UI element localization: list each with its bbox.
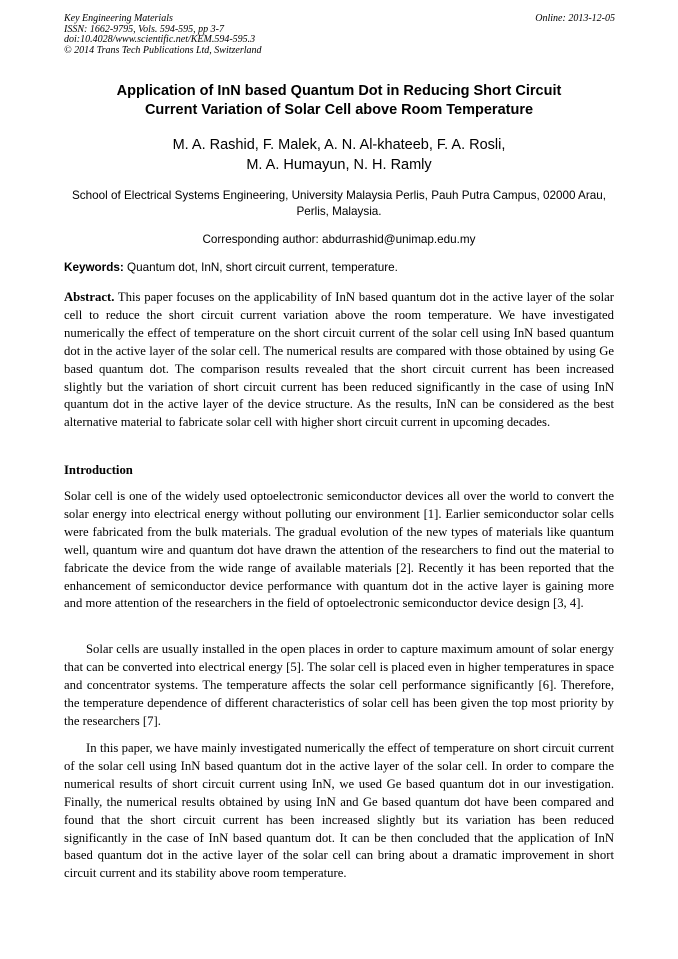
affiliation: School of Electrical Systems Engineering, University Malaysia Perlis, Pauh Putra Campus, 02000 Arau, Perlis, Malaysia. bbox=[72, 189, 606, 219]
doi-line: doi:10.4028/www.scientific.net/KEM.594-595.3 bbox=[64, 34, 256, 46]
author-list bbox=[64, 135, 614, 175]
corresponding-author: Corresponding author: abdurrashid@unimap.edu.my bbox=[202, 233, 476, 246]
intro-paragraph-3: In this paper, we have mainly investigated numerically the effect of temperature on short circuit current of the solar cell using InN based quantum dot in the active layer of the solar cell. In order to compare the numerical results of short circuit current using InN, we used Ge based quantum dot in our investigation. Finally, the numerical results obtained by using InN and Ge based quantum dot have been compared and found that the short circuit current has been increased slightly but its variation has been reduced significantly in the case of InN based quantum dot. It can be then concluded that the application of InN based quantum dot in the active layer of the solar cell can bring about a dramatic improvement in short circuit current and its stability above room temperature. bbox=[64, 741, 614, 881]
journal-header bbox=[64, 14, 262, 56]
intro-paragraph-1: Solar cell is one of the widely used optoelectronic semiconductor devices all over the world to convert the solar energy into electrical energy without polluting our environment [1]. Earlier semiconductor solar cells were fabricated from the bulk materials. The gradual evolution of the new types of materials like quantum well, quantum wire and quantum dot have drawn the attention of the researchers to find out the material to fabricate the device from the wide range of available materials [2]. Recently it has been reported that the enhancement of semiconductor device performance with quantum dot in the active layer is gaining more and more attention of the researchers in the field of optoelectronic semiconductor device design [3, 4]. bbox=[64, 489, 614, 611]
keywords-text: Quantum dot, InN, short circuit current, temperature. bbox=[123, 261, 398, 274]
authors-line-2: M. A. Humayun, N. H. Ramly bbox=[246, 157, 432, 173]
keywords-label: Keywords: bbox=[64, 261, 124, 274]
authors-line-1: M. A. Rashid, F. Malek, A. N. Al-khateeb, F. A. Rosli, bbox=[172, 137, 506, 153]
journal-name: Key Engineering Materials bbox=[64, 13, 173, 24]
intro-paragraph-2: Solar cells are usually installed in the open places in order to capture maximum amount of solar energy that can be converted into electrical energy [5]. The solar cell is placed even in higher temperatures in space and concentrator systems. The temperature affects the solar cell performance significantly [6]. Therefore, the temperature dependence of different characteristics of solar cell has been given the top most priority by the researchers [7]. bbox=[64, 642, 614, 728]
copyright-line: © 2014 Trans Tech Publications Ltd, Switzerland bbox=[64, 44, 262, 56]
section-heading-introduction: Introduction bbox=[64, 463, 133, 477]
title-line-2: Current Variation of Solar Cell above Room Temperature bbox=[144, 102, 534, 118]
abstract bbox=[64, 289, 614, 432]
paper-title bbox=[64, 82, 614, 120]
title-line-1: Application of InN based Quantum Dot in Reducing Short Circuit bbox=[116, 83, 562, 99]
online-date: Online: 2013-12-05 bbox=[535, 13, 615, 24]
abstract-text: This paper focuses on the applicability of InN based quantum dot in the active layer of the solar cell to reduce the short circuit current variation above the room temperature. We have investigated numerically the effect of temperature on the short circuit current of the solar cell using InN based quantum dot in the active layer of the solar cell. The numerical results are compared with those obtained by using Ge based quantum dot. The comparison results revealed that the short circuit current has been increased slightly but the variation of short circuit current has been reduced significantly in the case of using InN quantum dot in the active layer of the device structure. As the results, InN can be considered as the best alternative material to fabricate solar cell with higher short circuit current in upcoming decades. bbox=[64, 290, 614, 430]
abstract-label: Abstract. bbox=[64, 290, 115, 304]
issn-line: ISSN: 1662-9795, Vols. 594-595, pp 3-7 bbox=[64, 23, 224, 35]
keywords bbox=[64, 260, 616, 276]
